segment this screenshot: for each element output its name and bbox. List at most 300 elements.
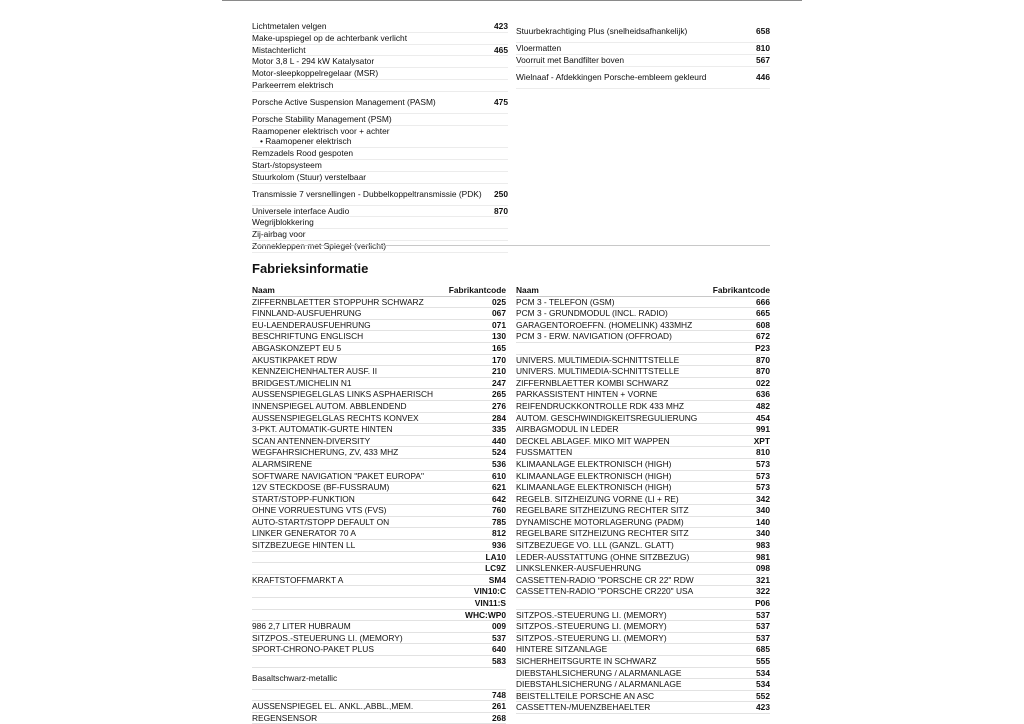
- row-code: 810: [756, 43, 770, 53]
- row-name: [516, 691, 756, 702]
- section-title: Fabrieksinformatie: [252, 261, 369, 276]
- row-code: 067: [492, 308, 506, 319]
- row-code: 672: [756, 331, 770, 342]
- table-row: [516, 308, 770, 320]
- row-name: [516, 459, 756, 470]
- table-row: [252, 424, 506, 436]
- table-row: [252, 436, 506, 448]
- row-code: 810: [756, 447, 770, 458]
- row-name-text: AUSSENSPIEGELGLAS RECHTS KONVEX: [252, 412, 419, 423]
- row-name: [252, 494, 492, 505]
- row-code: 423: [756, 702, 770, 713]
- table-row: [252, 148, 508, 160]
- table-row: [516, 633, 770, 645]
- row-name-text: REGELBARE SITZHEIZUNG RECHTER SITZ: [516, 505, 689, 516]
- row-name-text: BESCHRIFTUNG ENGLISCH: [252, 331, 364, 342]
- row-name-text: SITZPOS.-STEUERUNG LI. (MEMORY): [516, 621, 667, 632]
- table-row: [252, 21, 508, 33]
- row-code: 567: [756, 54, 770, 65]
- row-name-text: SCAN ANTENNEN-DIVERSITY: [252, 435, 371, 446]
- table-row: [252, 80, 508, 92]
- row-name-text: Raamopener elektrisch voor + achter: [252, 125, 390, 136]
- row-code: 870: [756, 366, 770, 377]
- row-name-text: Voorruit met Bandfilter boven: [516, 54, 625, 65]
- table-row: [252, 378, 506, 390]
- factory-rows-right: [516, 297, 770, 714]
- row-code: 983: [756, 540, 770, 551]
- row-name: [252, 126, 508, 148]
- row-code: 284: [492, 412, 506, 423]
- row-code: 640: [492, 644, 506, 655]
- row-name-text: LINKSLENKER-AUSFUEHRUNG: [516, 563, 642, 574]
- row-code: 537: [756, 609, 770, 620]
- row-code: 268: [492, 712, 506, 723]
- table-row: [516, 471, 770, 483]
- table-row: [516, 575, 770, 587]
- row-name-text: CASSETTEN-/MUENZBEHAELTER: [516, 702, 651, 713]
- row-name: [516, 366, 756, 377]
- table-row: [252, 308, 506, 320]
- table-row: [516, 424, 770, 436]
- table-row: [516, 331, 770, 343]
- row-code: 440: [492, 435, 506, 446]
- table-row: [516, 644, 770, 656]
- table-row: [252, 447, 506, 459]
- row-name: [252, 413, 492, 424]
- row-name-text: FINNLAND-AUSFUEHRUNG: [252, 308, 362, 319]
- row-code: 340: [756, 505, 770, 516]
- row-name: [252, 673, 506, 684]
- row-name: [516, 424, 756, 435]
- table-row: [252, 668, 506, 690]
- row-name-text: DIEBSTAHLSICHERUNG / ALARMANLAGE: [516, 667, 682, 678]
- row-code: 165: [492, 342, 506, 353]
- row-name-text: Motor 3,8 L - 294 kW Katalysator: [252, 56, 375, 67]
- row-name: [252, 206, 494, 217]
- row-name: [516, 26, 756, 37]
- table-row: [516, 413, 770, 425]
- row-code: 170: [492, 354, 506, 365]
- table-row: [252, 713, 506, 724]
- row-code: 537: [492, 632, 506, 643]
- table-row: [252, 690, 506, 702]
- row-name: [252, 343, 492, 354]
- row-name-text: INNENSPIEGEL AUTOM. ABBLENDEND: [252, 400, 407, 411]
- row-name: [252, 401, 492, 412]
- row-name-text: Basaltschwarz-metallic: [252, 672, 338, 683]
- row-name: [516, 517, 756, 528]
- row-name: [516, 72, 756, 83]
- table-row: [252, 633, 506, 645]
- row-code: 250: [494, 188, 508, 199]
- table-row: [516, 482, 770, 494]
- options-list-left: [252, 21, 508, 253]
- table-row: [516, 447, 770, 459]
- row-name: [516, 702, 756, 713]
- table-row: [252, 355, 506, 367]
- row-name-text: Parkeerrem elektrisch: [252, 79, 334, 90]
- row-name-text: Vloermatten: [516, 43, 562, 53]
- row-name-text: BRIDGEST./MICHELIN N1: [252, 377, 352, 388]
- row-name: [516, 528, 756, 539]
- table-row: [516, 668, 770, 680]
- header-code: Fabrikantcode: [712, 285, 770, 295]
- table-row: [516, 43, 770, 55]
- row-name-text: KRAFTSTOFFMARKT A: [252, 574, 344, 585]
- row-code: 210: [492, 366, 506, 377]
- row-name-text: Start-/stopsysteem: [252, 159, 322, 170]
- factory-rows-left: [252, 297, 506, 724]
- row-name-text: START/STOPP-FUNKTION: [252, 493, 355, 504]
- row-name: [252, 436, 492, 447]
- row-name: [516, 610, 756, 621]
- row-name: [516, 679, 756, 690]
- row-code: 665: [756, 308, 770, 319]
- row-name-text: 12V STECKDOSE (BF-FUSSRAUM): [252, 482, 390, 493]
- row-name: [252, 701, 492, 712]
- row-name-text: Zonnekleppen met Spiegel (verlicht): [252, 240, 387, 251]
- row-name-text: AUTOM. GESCHWINDIGKEITSREGULIERUNG: [516, 412, 698, 423]
- table-row: [516, 21, 770, 43]
- table-row: [252, 471, 506, 483]
- row-name: [516, 331, 756, 342]
- row-name-text: LEDER-AUSSTATTUNG (OHNE SITZBEZUG): [516, 551, 690, 562]
- table-row: [516, 343, 770, 355]
- row-code: 454: [756, 412, 770, 423]
- row-name-text: Motor-sleepkoppelregelaar (MSR): [252, 68, 379, 79]
- table-row: [252, 552, 506, 564]
- row-name: [516, 552, 756, 563]
- row-code: 537: [756, 621, 770, 632]
- options-list-right: [516, 21, 770, 89]
- row-code: 610: [492, 470, 506, 481]
- table-row: [516, 436, 770, 448]
- table-row: [252, 517, 506, 529]
- row-name-text: Make-upspiegel op de achterbank verlicht: [252, 32, 408, 43]
- row-code: 636: [756, 389, 770, 400]
- row-code: 760: [492, 505, 506, 516]
- row-name: [516, 482, 756, 493]
- table-row: [516, 378, 770, 390]
- row-name-text: AUSSENSPIEGELGLAS LINKS ASPHAERISCH: [252, 389, 434, 400]
- table-row: [252, 184, 508, 206]
- row-name: [516, 389, 756, 400]
- row-name: [516, 355, 756, 366]
- row-name: [252, 517, 492, 528]
- table-row: [516, 320, 770, 332]
- row-code: 573: [756, 470, 770, 481]
- row-name: [252, 320, 492, 331]
- document-page: [222, 0, 802, 723]
- table-row: [516, 67, 770, 89]
- row-name-text: PCM 3 - TELEFON (GSM): [516, 296, 615, 307]
- row-code: 524: [492, 447, 506, 458]
- row-name-text: PCM 3 - ERW. NAVIGATION (OFFROAD): [516, 331, 672, 342]
- table-row: [252, 459, 506, 471]
- row-code: 261: [492, 701, 506, 712]
- row-code: 276: [492, 400, 506, 411]
- row-name-text: SPORT-CHRONO-PAKET PLUS: [252, 644, 374, 655]
- row-name: [252, 114, 508, 125]
- table-row: [252, 528, 506, 540]
- row-code: 642: [492, 493, 506, 504]
- row-name: [252, 424, 492, 435]
- row-code: 573: [756, 482, 770, 493]
- table-row: [516, 679, 770, 691]
- row-name-text: ABGASKONZEPT EU 5: [252, 342, 342, 353]
- row-name: [252, 366, 492, 377]
- row-name: [516, 55, 756, 66]
- row-name: [516, 656, 756, 667]
- row-name: [516, 586, 756, 597]
- row-code: P06: [755, 598, 770, 609]
- table-row: [252, 343, 506, 355]
- row-code: 423: [494, 21, 508, 31]
- row-name-text: SOFTWARE NAVIGATION "PAKET EUROPA": [252, 470, 424, 481]
- row-code: 321: [756, 574, 770, 585]
- header-code: Fabrikantcode: [448, 285, 506, 295]
- row-code: 071: [492, 319, 506, 330]
- row-code: LC9Z: [485, 563, 506, 574]
- row-code: 812: [492, 528, 506, 539]
- row-name: [252, 33, 508, 44]
- row-code: 534: [756, 667, 770, 678]
- table-row: [252, 401, 506, 413]
- row-code: 608: [756, 319, 770, 330]
- row-code: 552: [756, 690, 770, 701]
- factory-table-right: [516, 285, 770, 714]
- table-row: [252, 320, 506, 332]
- table-row: [252, 621, 506, 633]
- table-row: [516, 494, 770, 506]
- row-name-text: Zij-airbag voor: [252, 229, 306, 240]
- table-row: [252, 92, 508, 114]
- row-name-text: Mistachterlicht: [252, 44, 306, 55]
- row-code: 340: [756, 528, 770, 539]
- row-code: 870: [494, 205, 508, 216]
- row-code: LA10: [485, 551, 506, 562]
- row-name: [516, 297, 756, 308]
- row-code: 685: [756, 644, 770, 655]
- row-name-text: Transmissie 7 versnellingen - Dubbelkoppeltransmissie (PDK): [252, 188, 482, 199]
- row-name-text: UNIVERS. MULTIMEDIA-SCHNITTSTELLE: [516, 366, 680, 377]
- row-name: [252, 447, 492, 458]
- row-code: 534: [756, 679, 770, 690]
- row-name: [516, 644, 756, 655]
- table-row: [516, 505, 770, 517]
- table-row: [252, 56, 508, 68]
- table-row: [252, 45, 508, 57]
- row-name: [252, 471, 492, 482]
- row-name-text: EU-LAENDERAUSFUEHRUNG: [252, 319, 371, 330]
- row-code: 555: [756, 656, 770, 666]
- row-name: [252, 189, 494, 200]
- row-code: 098: [756, 563, 770, 574]
- row-code: 870: [756, 354, 770, 365]
- row-name: [252, 229, 508, 240]
- row-name: [252, 644, 492, 655]
- table-row: [516, 691, 770, 703]
- row-name-text: OHNE VORRUESTUNG VTS (FVS): [252, 505, 387, 516]
- row-code: 981: [756, 551, 770, 562]
- header-name: Naam: [516, 285, 539, 295]
- table-row: [516, 55, 770, 67]
- row-code: 247: [492, 377, 506, 388]
- table-row: [252, 540, 506, 552]
- row-name: [252, 241, 508, 252]
- row-name-text: BEISTELLTEILE PORSCHE AN ASC: [516, 690, 655, 701]
- table-row: [516, 702, 770, 714]
- row-name-text: PARKASSISTENT HINTEN + VORNE: [516, 389, 658, 400]
- table-row: [516, 389, 770, 401]
- row-name: [516, 401, 756, 412]
- row-code: 465: [494, 44, 508, 55]
- row-name: [252, 297, 492, 308]
- row-name: [516, 621, 756, 632]
- row-sub-item: • Raamopener elektrisch: [260, 136, 352, 147]
- table-row: [252, 160, 508, 172]
- row-code: VIN10:C: [473, 586, 506, 597]
- table-row: [252, 505, 506, 517]
- row-name-text: REGELBARE SITZHEIZUNG RECHTER SITZ: [516, 528, 689, 539]
- row-name: [516, 668, 756, 679]
- table-row: [516, 366, 770, 378]
- table-row: [516, 610, 770, 622]
- table-row: [252, 241, 508, 253]
- row-name-text: Stuurkolom (Stuur) verstelbaar: [252, 171, 367, 182]
- table-row: [252, 389, 506, 401]
- row-name: [252, 389, 492, 400]
- row-name: [252, 621, 492, 632]
- row-name-text: REGENSENSOR: [252, 712, 318, 723]
- row-name: [516, 413, 756, 424]
- row-code: 140: [756, 516, 770, 527]
- row-name: [252, 21, 494, 32]
- row-name-text: AKUSTIKPAKET RDW: [252, 354, 337, 365]
- row-name: [516, 563, 756, 574]
- row-name-text: REGELB. SITZHEIZUNG VORNE (LI + RE): [516, 493, 679, 504]
- row-code: 025: [492, 296, 506, 307]
- row-code: 573: [756, 458, 770, 469]
- table-row: [252, 482, 506, 494]
- table-row: [516, 401, 770, 413]
- row-name: [516, 471, 756, 482]
- section-divider: [252, 245, 770, 246]
- row-name-text: SITZBEZUEGE VO. LLL (GANZL. GLATT): [516, 540, 674, 551]
- table-row: [516, 621, 770, 633]
- table-row: [252, 598, 506, 610]
- row-code: 475: [494, 96, 508, 107]
- row-name-text: Stuurbekrachtiging Plus (snelheidsafhankelijk): [516, 26, 688, 37]
- header-name: Naam: [252, 285, 275, 295]
- row-code: VIN11:S: [474, 598, 506, 609]
- row-name: [252, 217, 508, 228]
- table-row: [252, 575, 506, 587]
- row-code: 666: [756, 296, 770, 307]
- row-name-text: DIEBSTAHLSICHERUNG / ALARMANLAGE: [516, 679, 682, 690]
- row-name-text: 986 2,7 LITER HUBRAUM: [252, 621, 351, 632]
- row-name: [252, 172, 508, 183]
- row-name-text: CASSETTEN-RADIO "PORSCHE CR 22" RDW: [516, 574, 694, 585]
- row-name-text: ALARMSIRENE: [252, 458, 313, 469]
- row-name: [252, 68, 508, 79]
- row-name: [252, 575, 489, 586]
- row-name: [252, 633, 492, 644]
- table-row: [252, 114, 508, 126]
- row-name: [252, 331, 492, 342]
- row-name-text: LINKER GENERATOR 70 A: [252, 528, 356, 539]
- row-name: [516, 447, 756, 458]
- table-row: [516, 586, 770, 598]
- row-name: [252, 56, 508, 67]
- row-code: WHC:WP0: [465, 609, 506, 620]
- table-row: [252, 68, 508, 80]
- row-name-text: DECKEL ABLAGEF. MIKO MIT WAPPEN: [516, 435, 670, 446]
- row-name-text: KLIMAANLAGE ELEKTRONISCH (HIGH): [516, 458, 672, 469]
- table-row: [516, 297, 770, 309]
- row-code: SM4: [488, 574, 506, 585]
- row-name: [252, 713, 492, 724]
- table-row: [252, 610, 506, 622]
- row-name-text: SITZBEZUEGE HINTEN LL: [252, 540, 356, 551]
- row-code: 537: [756, 632, 770, 643]
- row-name-text: ZIFFERNBLAETTER KOMBI SCHWARZ: [516, 377, 669, 388]
- table-row: [516, 598, 770, 610]
- row-name: [252, 528, 492, 539]
- row-name-text: WEGFAHRSICHERUNG, ZV, 433 MHZ: [252, 447, 399, 458]
- row-name: [252, 45, 494, 56]
- table-row: [252, 217, 508, 229]
- row-name-text: SITZPOS.-STEUERUNG LI. (MEMORY): [516, 632, 667, 643]
- table-row: [252, 563, 506, 575]
- row-code: 991: [756, 424, 770, 435]
- table-row: [516, 552, 770, 564]
- row-name: [252, 378, 492, 389]
- row-name-text: FUSSMATTEN: [516, 447, 573, 458]
- row-code: 446: [756, 71, 770, 82]
- row-code: 936: [492, 540, 506, 551]
- row-name-text: AIRBAGMODUL IN LEDER: [516, 424, 619, 435]
- row-name-text: Lichtmetalen velgen: [252, 21, 327, 31]
- table-row: [516, 459, 770, 471]
- table-header: [516, 285, 770, 297]
- row-name: [516, 43, 756, 54]
- table-row: [252, 586, 506, 598]
- row-name-text: KLIMAANLAGE ELEKTRONISCH (HIGH): [516, 470, 672, 481]
- row-name: [252, 148, 508, 159]
- row-name-text: AUSSENSPIEGEL EL. ANKL.,ABBL.,MEM.: [252, 701, 414, 712]
- row-name-text: KENNZEICHENHALTER AUSF. II: [252, 366, 378, 377]
- table-header: [252, 285, 506, 297]
- table-row: [252, 331, 506, 343]
- row-code: 335: [492, 424, 506, 435]
- table-row: [252, 126, 508, 149]
- table-row: [516, 540, 770, 552]
- row-name-text: SITZPOS.-STEUERUNG LI. (MEMORY): [516, 609, 667, 620]
- row-name: [252, 482, 492, 493]
- row-name-text: HINTERE SITZANLAGE: [516, 644, 608, 655]
- row-name: [516, 575, 756, 586]
- row-code: 583: [492, 656, 506, 666]
- table-row: [252, 229, 508, 241]
- table-row: [252, 172, 508, 184]
- row-name: [252, 540, 492, 551]
- row-name: [252, 505, 492, 516]
- row-name-text: Wielnaaf - Afdekkingen Porsche-embleem gekleurd: [516, 71, 707, 82]
- row-code: 009: [492, 621, 506, 632]
- row-code: 342: [756, 493, 770, 504]
- row-name: [516, 540, 756, 551]
